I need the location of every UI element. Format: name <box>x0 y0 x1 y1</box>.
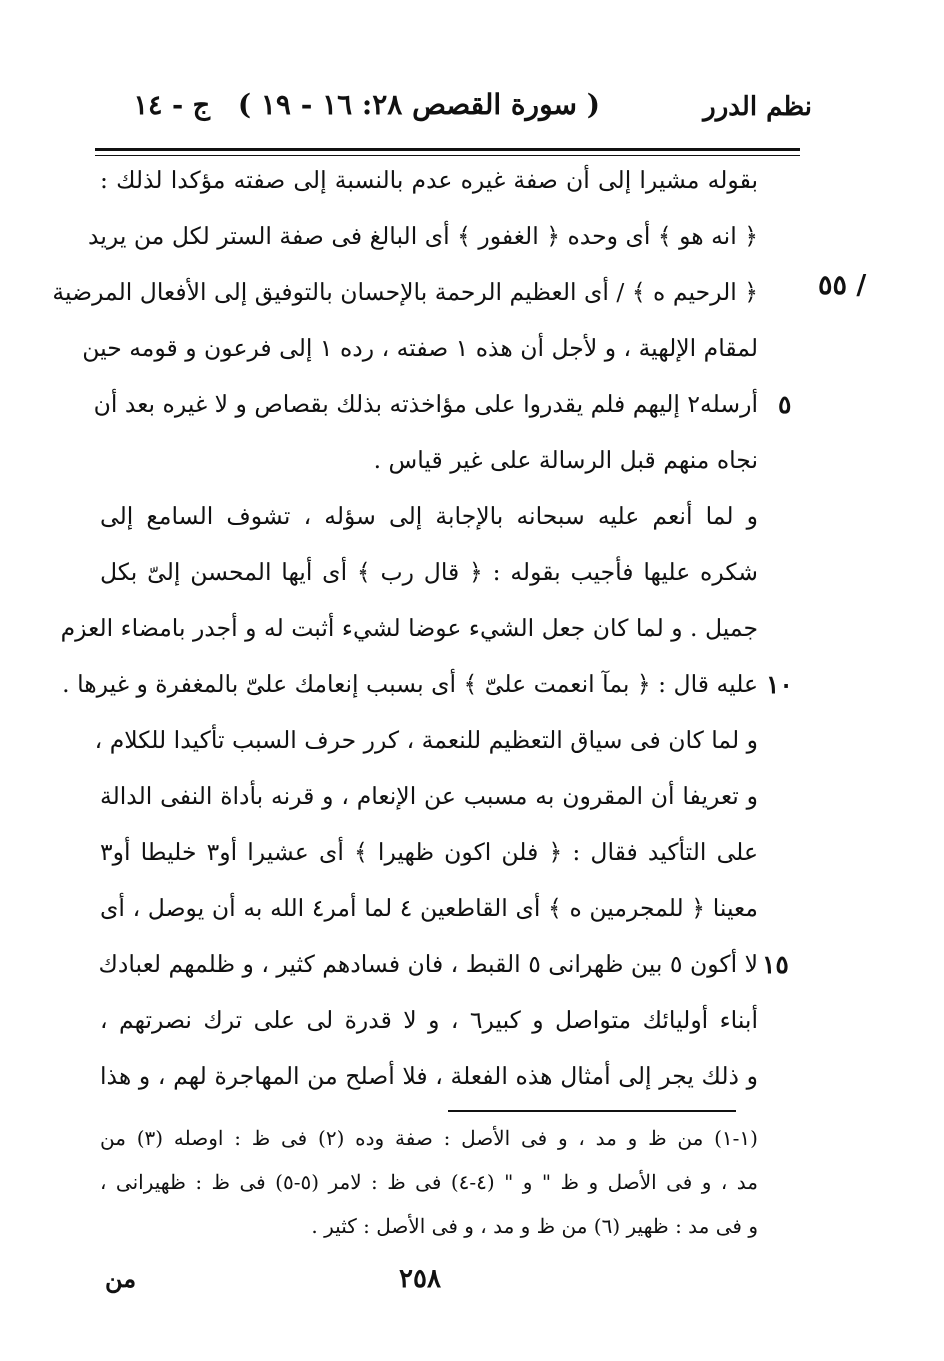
running-header-book-title: نظم الدرر <box>703 92 812 122</box>
body-line: جميل . و لما كان جعل الشيء عوضا لشيء أثبت له و أجدر بامضاء العزم <box>60 614 758 642</box>
body-line: و تعريفا أن المقرون به مسبب عن الإنعام ، و قرنه بأداة النفى الدالة <box>100 782 758 810</box>
line-number: ١٠ <box>766 670 793 699</box>
body-line: أرسله٢ إليهم فلم يقدروا على مؤاخذته بذلك بقصاص و لا غيره بعد أن <box>93 390 758 418</box>
header-rule-thin <box>95 155 800 156</box>
line-number: ١٥ <box>762 950 789 979</box>
running-header-surah: ( سورة القصص ٢٨: ١٦ - ١٩ ) <box>237 88 600 121</box>
body-line: شكره عليها فأجيب بقوله : ﴿ قال رب ﴾ أى أيها المحسن إلىّ بكل <box>100 558 758 586</box>
body-line: و ذلك يجر إلى أمثال هذه الفعلة ، فلا أصلح من المهاجرة لهم ، و هذا <box>100 1062 758 1090</box>
body-line: على التأكيد فقال : ﴿ فلن اكون ظهيرا ﴾ أى عشيرا أو٣ خليطا أو٣ <box>100 838 758 866</box>
header-rule-thick <box>95 148 800 151</box>
body-line: و لما أنعم عليه سبحانه بالإجابة إلى سؤله ، تشوف السامع إلى <box>100 502 758 530</box>
footnote-separator <box>448 1110 736 1112</box>
body-line: ﴿ انه هو ﴾ أى وحده ﴿ الغفور ﴾ أى البالغ فى صفة الستر لكل من يريد <box>88 222 758 250</box>
footnote-line: و فى مد : ظهير (٦) من ظ و مد ، و فى الأصل : كثير . <box>311 1214 758 1238</box>
running-header-part: ج - ١٤ <box>133 90 210 121</box>
page-number: ٢٥٨ <box>399 1264 441 1294</box>
line-number: ٥ <box>778 390 792 419</box>
body-line: نجاه منهم قبل الرسالة على غير قياس . <box>373 446 758 474</box>
margin-manuscript-folio-note: ٥٥ / <box>818 270 867 301</box>
body-line: ﴿ الرحيم ه ﴾ / أى العظيم الرحمة بالإحسان بالتوفيق إلى الأفعال المرضية <box>52 278 758 306</box>
footnote-line: مد ، و فى الأصل و ظ " و " (٤-٤) فى ظ : لامر (٥-٥) فى ظ : ظهيرانى ، <box>100 1170 758 1194</box>
body-line: عليه قال : ﴿ بمآ انعمت علىّ ﴾ أى بسبب إنعامك علىّ بالمغفرة و غيرها . <box>62 670 758 698</box>
body-line: معينا ﴿ للمجرمين ه ﴾ أى القاطعين ٤ لما أمر٤ الله به أن يوصل ، أى <box>100 894 758 922</box>
footnote-line: (١-١) من ظ و مد ، و فى الأصل : صفة وده (٢) فى ظ : اوصله (٣) من <box>100 1126 758 1150</box>
catchword: من <box>105 1264 137 1293</box>
body-line: أبناء أوليائك متواصل و كبير٦ ، و لا قدرة لى على ترك نصرتهم ، <box>100 1006 759 1034</box>
body-line: و لما كان فى سياق التعظيم للنعمة ، كرر حرف السبب تأكيدا للكلام ، <box>94 726 758 754</box>
body-line: لا أكون ٥ بين ظهرانى ٥ القبط ، فان فسادهم كثير ، و ظلمهم لعبادك <box>98 950 758 978</box>
body-line: بقوله مشيرا إلى أن صفة غيره عدم بالنسبة إلى صفته مؤكدا لذلك : <box>100 166 758 194</box>
body-line: لمقام الإلهية ، و لأجل أن هذه ١ صفته ، رده ١ إلى فرعون و قومه حين <box>82 334 758 362</box>
